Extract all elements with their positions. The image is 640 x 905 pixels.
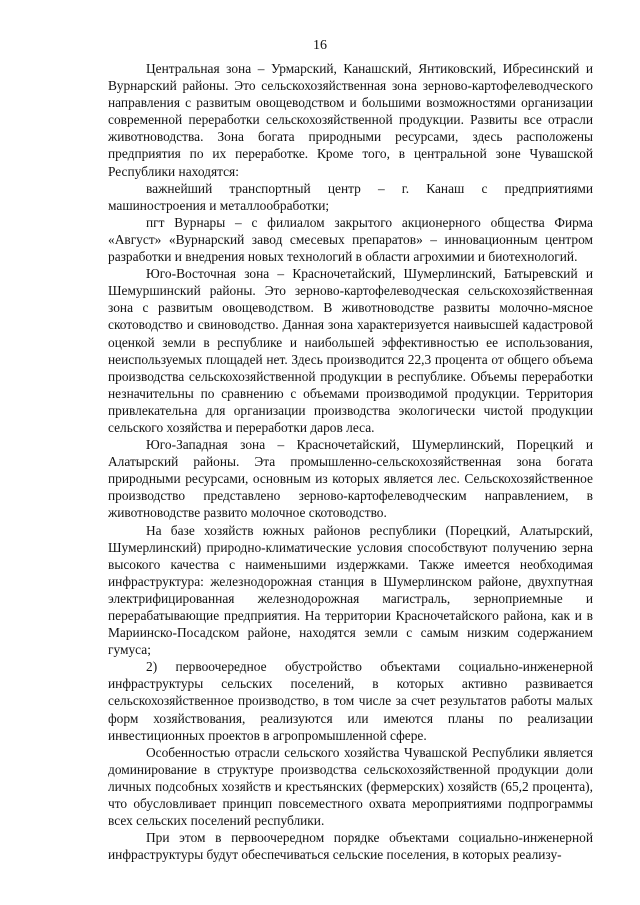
- paragraph-kanash-center: важнейший транспортный центр – г. Канаш с предприятиями машиностроения и металлообработки;: [108, 180, 593, 213]
- paragraph-southwest-zone: Юго-Западная зона – Красночетайский, Шумерлинский, Порецкий и Алатырский районы. Эта промышленно-сельскохозяйственная зона богата природными ресурсами, основным из которых является лес. Сельскохозяйственное производство представлено зерново-картофелеводческим направлением, в животноводстве развито молочное скотоводство.: [108, 437, 593, 521]
- paragraph-southern-districts: На базе хозяйств южных районов республики (Порецкий, Алатырский, Шумерлинский) природно-климатические условия способствуют получению зерна высокого качества с наименьшими издержками. Также имеется необходимая инфраструктура: железнодорожная станция в Шумерлинском районе, двухпутная электрифицированная железнодорожная магистраль, зерноприемные и перерабатывающие предприятия. На территории Красночетайского района, как и в Мариинско-Посадском районе, находятся земли с самым низким содержанием гумуса;: [108, 522, 593, 658]
- paragraph-priority-settlements: При этом в первоочередном порядке объектами социально-инженерной инфраструктуры будут обеспечиваться сельские поселения, в которых реализу-: [108, 830, 593, 863]
- document-body: [108, 60, 593, 863]
- paragraph-priority-infrastructure: 2) первоочередное обустройство объектами социально-инженерной инфраструктуры сельских поселений, в которых активно развивается сельскохозяйственное производство, в том числе за счет результатов работы малых форм хозяйствования, реализуются или имеются планы по реализации инвестиционных проектов в агропромышленной сфере.: [108, 659, 593, 743]
- paragraph-industry-features: Особенностью отрасли сельского хозяйства Чувашской Республики является доминирование в структуре производства сельскохозяйственной продукции доли личных подсобных хозяйств и крестьянских (фермерских) хозяйств (65,2 процента), что обусловливает принцип повсеместного охвата мероприятиями подпрограммы всех сельских поселений республики.: [108, 744, 593, 829]
- paragraph-central-zone: Центральная зона – Урмарский, Канашский, Янтиковский, Ибресинский и Вурнарский районы. Это сельскохозяйственная зона зерново-картофелеводческого направления с развитым овощеводством и большими возможностями организации современной переработки сельскохозяйственной продукции. Развиты все отрасли животноводства. Зона богата природными ресурсами, здесь расположены предприятия по их переработке. Кроме того, в центральной зоне Чувашской Республики находятся:: [108, 61, 593, 179]
- page-number: 16: [313, 38, 327, 53]
- paragraph-southeast-zone: Юго-Восточная зона – Красночетайский, Шумерлинский, Батыревский и Шемуршинский районы. Это зерново-картофелеводческая сельскохозяйственная зона с развитым овощеводством. В животноводстве развиты молочно-мясное скотоводство и свиноводство. Данная зона характеризуется наивысшей кадастровой оценкой земли в республике и наибольшей эффективностью ее использования, неиспользуемых площадей нет. Здесь производится 22,3 процента от общего объема производства сельскохозяйственной продукции в республике. Объемы переработки незначительны по сравнению с объемами производимой продукции. Территория привлекательна для организации производства экологически чистой продукции сельского хозяйства и переработки даров леса.: [108, 266, 593, 435]
- paragraph-vurnary: пгт Вурнары – с филиалом закрытого акционерного общества Фирма «Август» «Вурнарский завод смесевых препаратов» – инновационным центром разработки и внедрения новых технологий в области агрохимии и биотехнологий.: [108, 214, 593, 265]
